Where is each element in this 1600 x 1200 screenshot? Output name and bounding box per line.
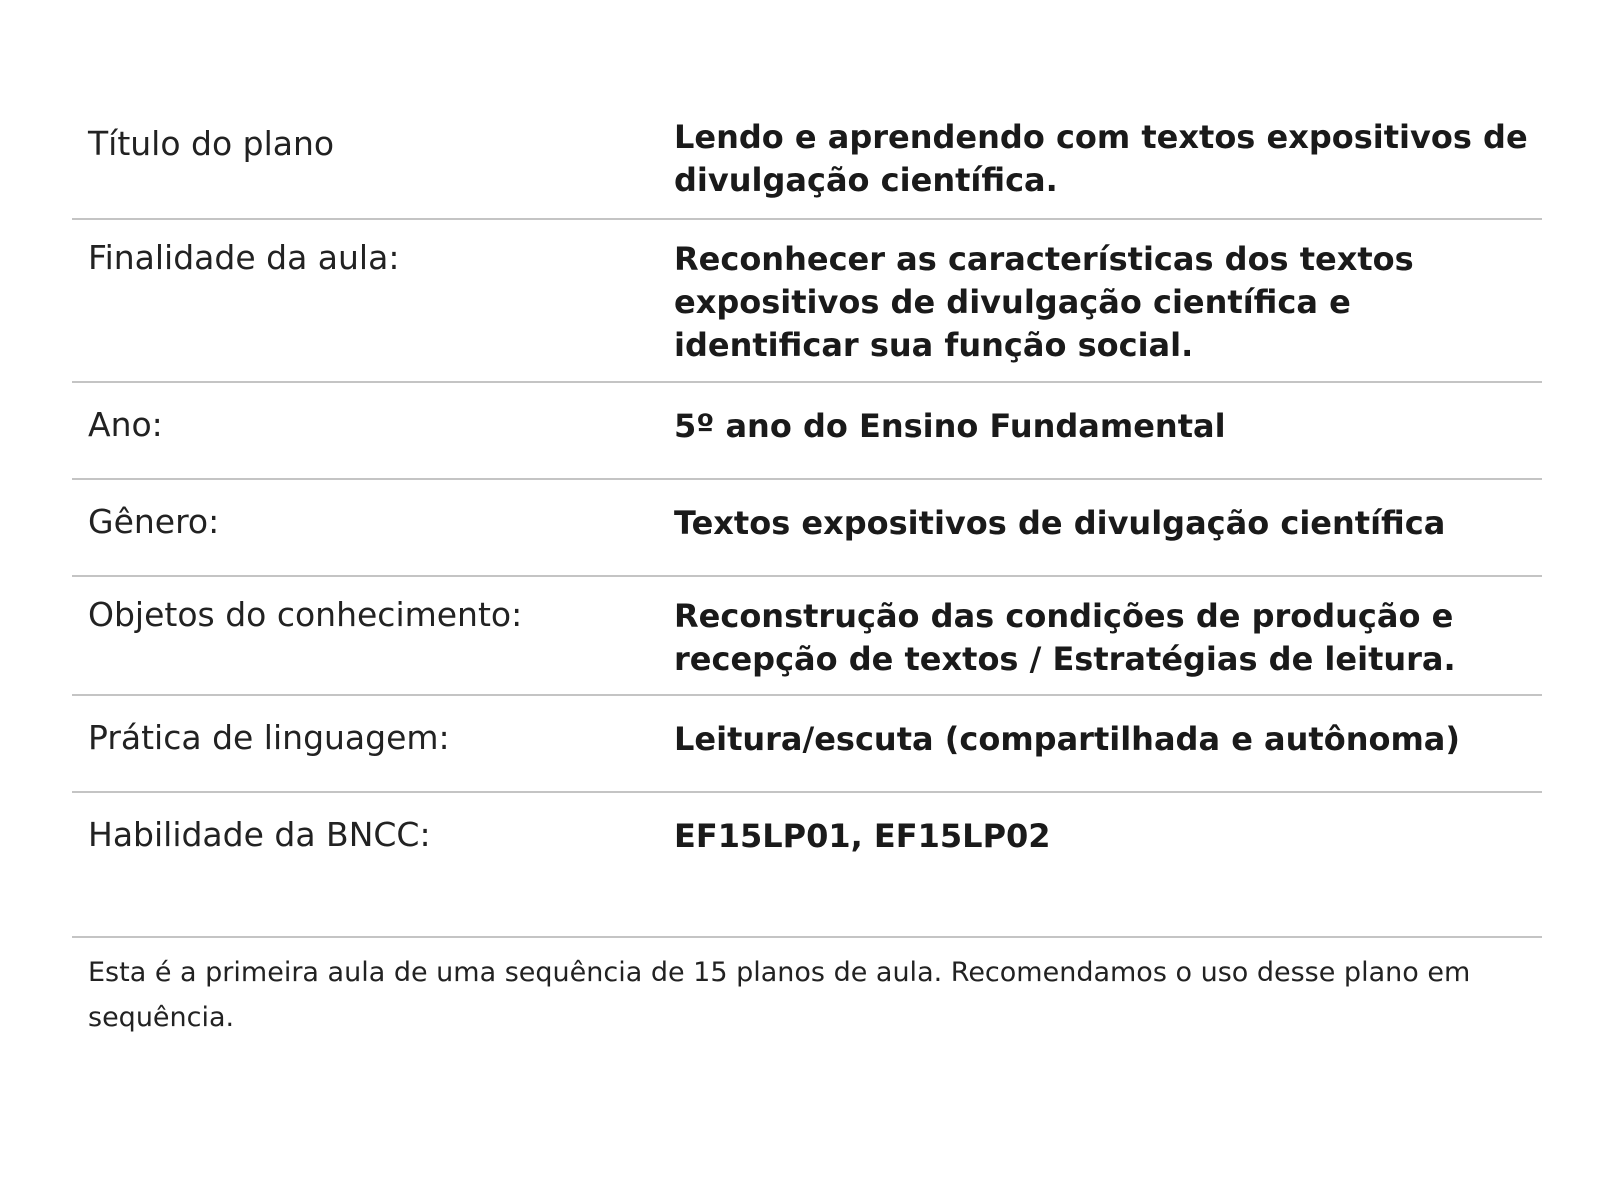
row-value: Textos expositivos de divulgação científica: [674, 504, 1446, 542]
row-value: 5º ano do Ensino Fundamental: [674, 407, 1226, 445]
row-label: Habilidade da BNCC:: [88, 815, 431, 854]
row-label: Título do plano: [88, 124, 335, 163]
row-value: Lendo e aprendendo com textos expositivos de divulgação científica.: [674, 118, 1528, 199]
row-purpose: [72, 220, 1542, 383]
row-label: Finalidade da aula:: [88, 238, 400, 277]
row-value: Reconhecer as características dos textos expositivos de divulgação científica e identificar sua função social.: [674, 240, 1414, 364]
row-label: Prática de linguagem:: [88, 718, 450, 757]
row-bncc-skill: [72, 793, 1542, 938]
row-label: Objetos do conhecimento:: [88, 595, 523, 634]
sequence-note: Esta é a primeira aula de uma sequência de 15 planos de aula. Recomendamos o uso desse plano em sequência.: [88, 957, 1471, 1033]
row-label: Gênero:: [88, 502, 220, 541]
row-title: [72, 110, 1542, 220]
row-value: Leitura/escuta (compartilhada e autônoma): [674, 720, 1461, 758]
row-knowledge-objects: [72, 577, 1542, 696]
row-value: Reconstrução das condições de produção e recepção de textos / Estratégias de leitura.: [674, 597, 1456, 678]
row-year: [72, 383, 1542, 480]
row-label: Ano:: [88, 405, 163, 444]
lesson-plan-table: [72, 110, 1542, 938]
row-genre: [72, 480, 1542, 577]
row-language-practice: [72, 696, 1542, 793]
row-value: EF15LP01, EF15LP02: [674, 817, 1051, 855]
